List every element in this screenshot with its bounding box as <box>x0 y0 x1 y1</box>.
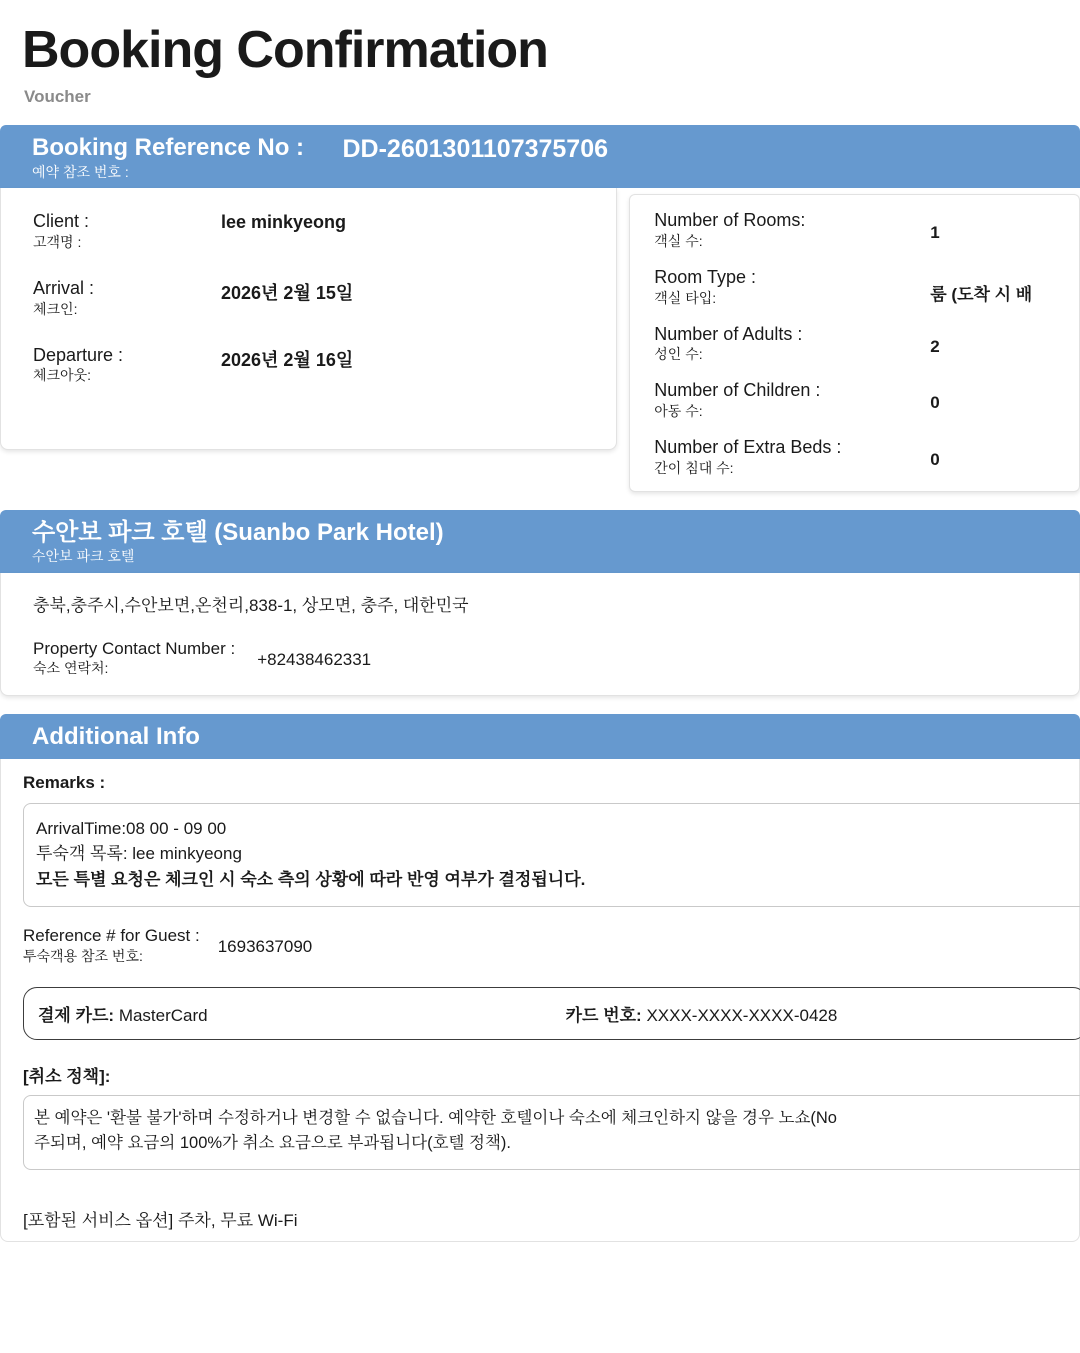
hotel-contact-label-ko: 숙소 연락처: <box>33 660 109 677</box>
page-subtitle: Voucher <box>24 87 91 107</box>
remarks-line-2: 투숙객 목록: lee minkyeong <box>36 844 242 864</box>
field-number-of-rooms-value: 1 <box>930 223 940 243</box>
field-room-type <box>630 266 1079 307</box>
field-number-of-rooms-label-en: Number of Rooms: <box>654 210 806 231</box>
additional-info-card <box>0 759 1080 1242</box>
field-number-of-rooms <box>630 209 1079 250</box>
field-number-of-adults-value: 2 <box>930 336 940 356</box>
field-departure-label <box>33 344 221 385</box>
hotel-contact-label <box>33 638 235 677</box>
booking-reference-band <box>0 125 1080 188</box>
field-number-of-adults <box>630 323 1079 364</box>
hotel-contact-row <box>1 638 1079 677</box>
card-number-value: XXXX-XXXX-XXXX-0428 <box>646 1005 838 1025</box>
field-number-of-extra-beds-label <box>654 436 930 477</box>
field-arrival-label-en: Arrival : <box>33 278 95 299</box>
field-number-of-extra-beds-label-en: Number of Extra Beds : <box>654 437 842 458</box>
field-arrival-label <box>33 277 221 318</box>
additional-info-band <box>0 714 1080 758</box>
card-number <box>566 1001 838 1026</box>
field-client <box>1 210 616 251</box>
hotel-name-ko: 수안보 파크 호텔 <box>32 548 135 565</box>
field-number-of-children <box>630 379 1079 420</box>
guest-reference-label-en: Reference # for Guest : <box>23 926 200 946</box>
field-arrival-label-ko: 체크인: <box>33 300 78 317</box>
field-client-label-ko: 고객명 : <box>33 233 82 250</box>
payment-card-box <box>23 987 1080 1040</box>
field-client-value: lee minkyeong <box>221 212 347 233</box>
hotel-name-en: 수안보 파크 호텔 (Suanbo Park Hotel) <box>32 518 444 546</box>
booking-details-right-card <box>629 194 1080 491</box>
hotel-address: 충북,충주시,수안보면,온천리,838-1, 상모면, 충주, 대한민국 <box>33 596 469 615</box>
guest-reference-label <box>23 925 200 964</box>
field-number-of-extra-beds-value: 0 <box>930 450 940 470</box>
hotel-contact-label-en: Property Contact Number : <box>33 639 236 658</box>
remarks-note: 모든 특별 요청은 체크인 시 숙소 측의 상황에 따라 반영 여부가 결정됩니다. <box>36 869 586 889</box>
booking-reference-label-ko: 예약 참조 번호 : <box>32 163 129 180</box>
field-number-of-children-label-en: Number of Children : <box>654 380 821 401</box>
page-title: Booking Confirmation <box>22 21 548 79</box>
cancellation-policy-line-2: 주되며, 예약 요금의 100%가 취소 요금으로 부과됩니다(호텔 정책). <box>34 1134 511 1153</box>
field-arrival-value: 2026년 2월 15일 <box>221 283 354 304</box>
field-number-of-children-label-ko: 아동 수: <box>654 402 703 419</box>
guest-reference-row <box>1 925 1079 964</box>
hotel-band <box>0 510 1080 573</box>
booking-details-left-card <box>0 188 617 450</box>
field-room-type-label <box>654 266 930 307</box>
remarks-line-1: ArrivalTime:08 00 - 09 00 <box>36 818 227 838</box>
remarks-box <box>23 803 1080 908</box>
field-number-of-adults-label-en: Number of Adults : <box>654 323 803 344</box>
field-arrival <box>1 277 616 318</box>
cancellation-policy-box <box>23 1095 1080 1170</box>
field-number-of-rooms-label-ko: 객실 수: <box>654 232 703 249</box>
card-number-label: 카드 번호: <box>565 1005 642 1025</box>
payment-method-value: MasterCard <box>118 1005 208 1025</box>
field-departure <box>1 344 616 385</box>
cancellation-policy-line-1: 본 예약은 '환불 불가'하며 수정하거나 변경할 수 없습니다. 예약한 호텔이나 숙소에 체크인하지 않을 경우 노쇼(No <box>34 1108 837 1127</box>
booking-reference-label-en: Booking Reference No : <box>32 134 305 162</box>
field-client-label <box>33 210 221 251</box>
field-departure-label-en: Departure : <box>33 344 124 365</box>
field-number-of-children-label <box>654 379 930 420</box>
cancellation-policy-title: [취소 정책]: <box>23 1066 111 1086</box>
included-services: [포함된 서비스 옵션] 주차, 무료 Wi-Fi <box>23 1210 298 1230</box>
booking-reference-value: DD-2601301107375706 <box>342 135 609 164</box>
field-departure-label-ko: 체크아웃: <box>33 367 91 384</box>
field-room-type-label-ko: 객실 타입: <box>654 289 717 306</box>
booking-details <box>0 188 1080 491</box>
hotel-card <box>0 573 1080 696</box>
field-client-label-en: Client : <box>33 211 90 232</box>
field-number-of-extra-beds <box>630 436 1079 477</box>
field-number-of-adults-label-ko: 성인 수: <box>654 346 703 363</box>
remarks-title: Remarks : <box>23 772 106 792</box>
field-number-of-adults-label <box>654 323 930 364</box>
field-number-of-children-value: 0 <box>930 393 940 413</box>
guest-reference-label-ko: 투숙객용 참조 번호: <box>23 947 143 964</box>
field-room-type-value: 룸 (도착 시 배 <box>930 285 1033 305</box>
additional-info-title: Additional Info <box>32 723 200 751</box>
field-room-type-label-en: Room Type : <box>654 267 756 288</box>
hotel-contact-value: +82438462331 <box>257 650 372 669</box>
voucher-page <box>0 22 1080 1353</box>
field-number-of-rooms-label <box>654 209 930 250</box>
payment-method <box>38 1001 208 1026</box>
payment-method-label: 결제 카드: <box>38 1005 115 1025</box>
field-number-of-extra-beds-label-ko: 간이 침대 수: <box>654 459 734 476</box>
guest-reference-value: 1693637090 <box>217 937 313 957</box>
field-departure-value: 2026년 2월 16일 <box>221 349 354 370</box>
